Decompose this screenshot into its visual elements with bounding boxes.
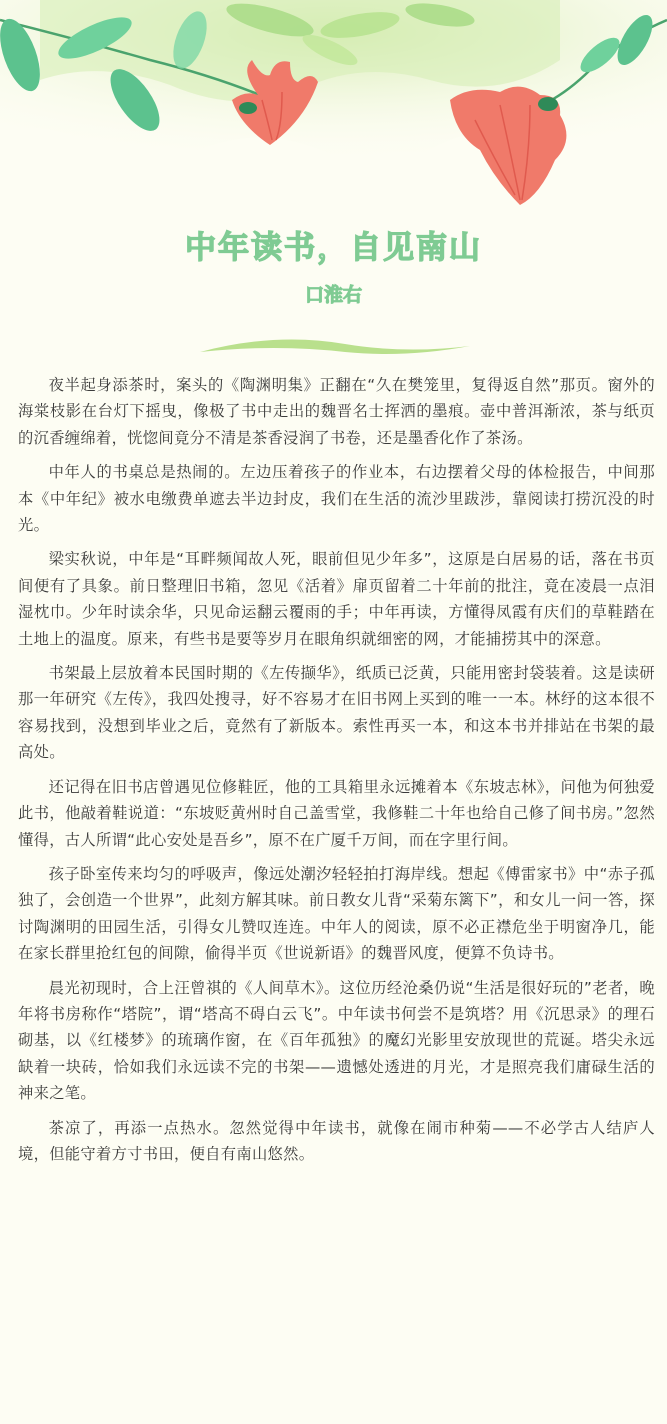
paragraph: 书架最上层放着本民国时期的《左传撷华》，纸质已泛黄，只能用密封袋装着。这是读研那一年研究《左传》，我四处搜寻，好不容易才在旧书网上买到的唯一一本。林纾的这本很不容易找到，没想到毕业之后，竟然有了新版本。索性再买一本，和这本书并排站在书架的最高处。 <box>18 664 655 762</box>
paragraph: 夜半起身添茶时，案头的《陶渊明集》正翻在“久在樊笼里，复得返自然”那页。窗外的海棠枝影在台灯下摇曳，像极了书中走出的魏晋名士挥洒的墨痕。壶中普洱渐浓，茶与纸页的沉香缠绵着，恍惚间竟分不清是茶香浸润了书卷，还是墨香化作了茶汤。 <box>18 376 655 447</box>
right-flower-icon <box>450 87 566 205</box>
author-name: 口淮右 <box>304 284 362 306</box>
paragraph: 晨光初现时，合上汪曾祺的《人间草木》。这位历经沧桑仍说“生活是很好玩的”老者，晚年将书房称作“塔院”，谓“塔高不碍白云飞”。中年读书何尝不是筑塔？用《沉思录》的理石砌基，以《红楼梦》的琉璃作窗，在《百年孤独》的魔幻光影里安放现世的荒诞。塔尖永远缺着一块砖，恰如我们永远读不完的书架——遗憾处透进的月光，才是照亮我们庸碌生活的神来之笔。 <box>18 978 655 1103</box>
paragraph: 茶凉了，再添一点热水。忽然觉得中年读书，就像在闹市种菊——不必学古人结庐人境，但能守着方寸书田，便自有南山悠然。 <box>18 1118 655 1163</box>
floral-header-illustration <box>0 0 667 230</box>
article-body <box>18 372 655 1175</box>
article-title: 中年读书，自见南山 <box>185 230 482 266</box>
paragraph: 中年人的书桌总是热闹的。左边压着孩子的作业本，右边摆着父母的体检报告，中间那本《中年纪》被水电缴费单遮去半边封皮，我们在生活的流沙里跋涉，靠阅读打捞沉没的时光。 <box>18 463 655 535</box>
paragraph: 还记得在旧书店曾遇见位修鞋匠，他的工具箱里永远摊着本《东坡志林》，问他为何独爱此书，他敲着鞋说道：“东坡贬黄州时自己盖雪堂，我修鞋二十年也给自己修了间书房。”忽然懂得，古人所谓“此心安处是吾乡”，原不在广厦千万间，而在字里行间。 <box>18 777 655 849</box>
decorative-divider <box>195 330 475 360</box>
paragraph: 孩子卧室传来均匀的呼吸声，像远处潮汐轻轻拍打海岸线。想起《傅雷家书》中“赤子孤独了，会创造一个世界”，此刻方解其味。前日教女儿背“采菊东篱下”，和女儿一问一答，探讨陶渊明的田园生活，引得女儿赞叹连连。中年人的阅读，原不必正襟危坐于明窗净几，能在家长群里抢红包的间隙，偷得半页《世说新语》的魏晋风度，便算不负诗书。 <box>18 864 655 963</box>
paragraph: 梁实秋说，中年是“耳畔频闻故人死，眼前但见少年多”，这原是白居易的话，落在书页间便有了具象。前日整理旧书箱，忽见《活着》扉页留着二十年前的批注，竟在凌晨一点泪湿枕巾。少年时读余华，只见命运翻云覆雨的手；中年再读，方懂得凤霞有庆们的草鞋踏在土地上的温度。原来，有些书是要等岁月在眼角织就细密的网，才能捕捞其中的深意。 <box>18 550 655 648</box>
